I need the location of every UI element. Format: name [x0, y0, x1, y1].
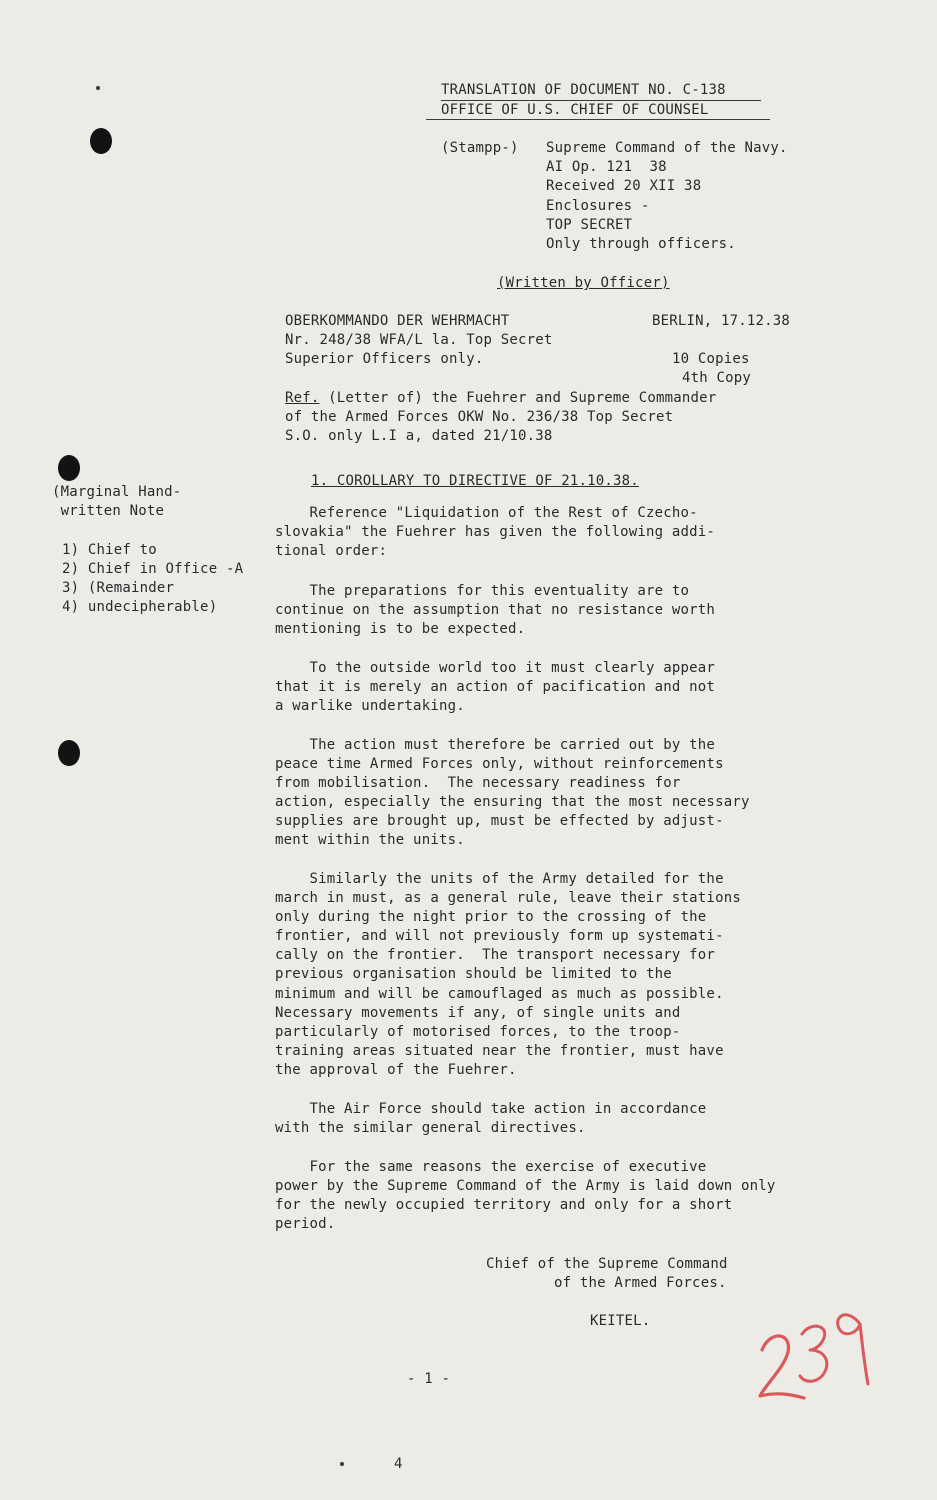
margin-note-line-4: 1) Chief to — [62, 542, 157, 558]
punch-hole-top — [90, 128, 112, 154]
para-3-line-3: a warlike undertaking. — [275, 698, 465, 714]
directive-title: 1. COROLLARY TO DIRECTIVE OF 21.10.38. — [311, 473, 639, 489]
margin-note-line-2: written Note — [52, 503, 165, 519]
para-5-line-5: cally on the frontier. The transport necessary for — [275, 947, 716, 963]
para-7-line-4: period. — [275, 1216, 336, 1232]
signature-name: KEITEL. — [590, 1313, 651, 1329]
para-5-line-3: only during the night prior to the crossing of the — [275, 909, 707, 925]
written-by-note: (Written by Officer) — [497, 275, 670, 291]
page-number: - 1 - — [407, 1371, 451, 1387]
para-5-line-9: particularly of motorised forces, to the troop- — [275, 1024, 681, 1040]
para-6-line-1: The Air Force should take action in accordance — [275, 1101, 707, 1117]
para-1-line-1: Reference "Liquidation of the Rest of Czecho- — [275, 505, 698, 521]
ref-label: Ref. — [285, 390, 320, 406]
punch-hole-lower — [58, 740, 80, 766]
para-1-line-3: tional order: — [275, 543, 388, 559]
margin-note-line-1: (Marginal Hand- — [52, 484, 182, 500]
signature-line-2: of the Armed Forces. — [554, 1275, 727, 1291]
letterhead-ref-line-1 — [285, 389, 716, 408]
stamp-line-3: Received 20 XII 38 — [546, 178, 702, 194]
para-5-line-6: previous organisation should be limited to the — [275, 966, 672, 982]
para-5-line-1: Similarly the units of the Army detailed for the — [275, 871, 724, 887]
para-7-line-2: power by the Supreme Command of the Army is laid down only — [275, 1178, 776, 1194]
para-7-line-3: for the newly occupied territory and only for a short — [275, 1197, 733, 1213]
para-4-line-3: from mobilisation. The necessary readiness for — [275, 775, 681, 791]
stamp-label: (Stampp-) — [441, 140, 519, 156]
stamp-line-6: Only through officers. — [546, 236, 736, 252]
stamp-line-2: AI Op. 121 38 — [546, 159, 667, 175]
bottom-mark: 4 — [394, 1456, 403, 1472]
para-5-line-7: minimum and will be camouflaged as much as possible. — [275, 986, 724, 1002]
para-6-line-2: with the similar general directives. — [275, 1120, 586, 1136]
para-5-line-2: march in must, as a general rule, leave their stations — [275, 890, 741, 906]
para-4-line-4: action, especially the ensuring that the most necessary — [275, 794, 750, 810]
letterhead-ref-no: Nr. 248/38 WFA/L la. Top Secret — [285, 332, 553, 348]
letterhead-copy-no: 4th Copy — [682, 370, 752, 386]
signature-line-1: Chief of the Supreme Command — [486, 1256, 728, 1272]
para-5-line-4: frontier, and will not previously form up systemati- — [275, 928, 724, 944]
para-3-line-1: To the outside world too it must clearly appear — [275, 660, 716, 676]
letterhead-distribution: Superior Officers only. — [285, 351, 484, 367]
para-2-line-3: mentioning is to be expected. — [275, 621, 526, 637]
stamp-line-4: Enclosures - — [546, 198, 650, 214]
para-4-line-2: peace time Armed Forces only, without reinforcements — [275, 756, 724, 772]
ref-text: (Letter of) the Fuehrer and Supreme Commander — [319, 390, 717, 406]
para-2-line-2: continue on the assumption that no resistance worth — [275, 602, 716, 618]
para-1-line-2: slovakia" the Fuehrer has given the following addi- — [275, 524, 716, 540]
para-2-line-1: The preparations for this eventuality are to — [275, 583, 690, 599]
letterhead-ref-line-3: S.O. only L.I a, dated 21/10.38 — [285, 428, 553, 444]
para-4-line-6: ment within the units. — [275, 832, 465, 848]
letterhead-ref-line-2: of the Armed Forces OKW No. 236/38 Top Secret — [285, 409, 674, 425]
margin-note-line-7: 4) undecipherable) — [62, 599, 218, 615]
letterhead-place-date: BERLIN, 17.12.38 — [652, 313, 791, 329]
para-3-line-2: that it is merely an action of pacification and not — [275, 679, 716, 695]
para-5-line-10: training areas situated near the frontier, must have — [275, 1043, 724, 1059]
margin-note-line-5: 2) Chief in Office -A — [62, 561, 244, 577]
para-4-line-5: supplies are brought up, must be effected by adjust- — [275, 813, 724, 829]
folio-number-handwritten — [752, 1302, 872, 1414]
para-5-line-8: Necessary movements if any, of single units and — [275, 1005, 681, 1021]
letterhead-copies: 10 Copies — [672, 351, 750, 367]
header-rule-2 — [426, 119, 770, 120]
bottom-dot — [340, 1462, 344, 1466]
header-line-2: OFFICE OF U.S. CHIEF OF COUNSEL — [441, 102, 709, 118]
letterhead-org: OBERKOMMANDO DER WEHRMACHT — [285, 313, 510, 329]
para-7-line-1: For the same reasons the exercise of executive — [275, 1159, 707, 1175]
stamp-line-1: Supreme Command of the Navy. — [546, 140, 788, 156]
stamp-line-5: TOP SECRET — [546, 217, 633, 233]
para-5-line-11: the approval of the Fuehrer. — [275, 1062, 517, 1078]
punch-hole-middle — [58, 455, 80, 481]
para-4-line-1: The action must therefore be carried out by the — [275, 737, 716, 753]
header-line-1: TRANSLATION OF DOCUMENT NO. C-138 — [441, 82, 726, 98]
margin-note-line-6: 3) (Remainder — [62, 580, 175, 596]
ink-speck — [96, 86, 100, 90]
